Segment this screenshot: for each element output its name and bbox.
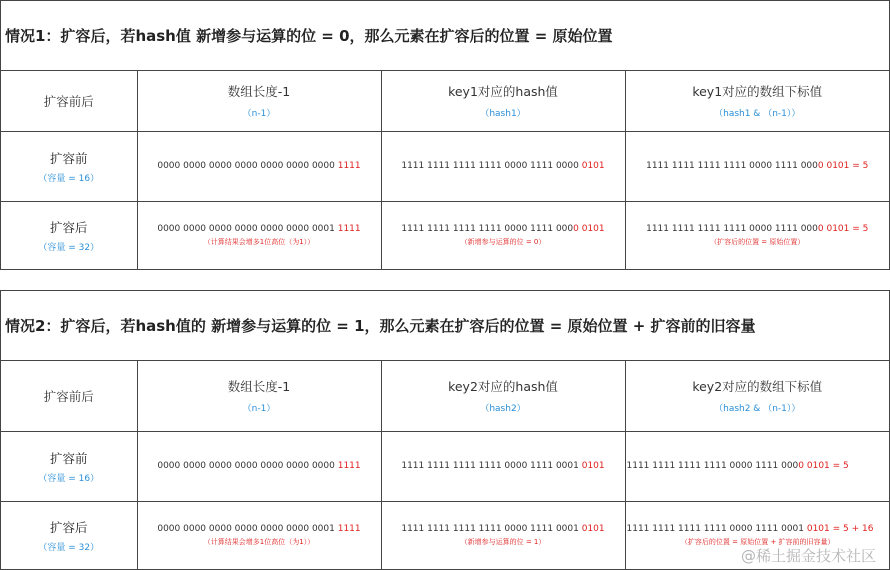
hash-cell: 1111 1111 1111 1111 0000 1111 0001 0101 bbox=[381, 431, 625, 501]
header-cell-mask: 数组长度-1 （n-1） bbox=[137, 361, 381, 431]
index-cell: 1111 1111 1111 1111 0000 1111 0000 0101 = 5 bbox=[625, 431, 889, 501]
table-row bbox=[1, 201, 889, 270]
header-cell-hash: key1对应的hash值 （hash1） bbox=[381, 71, 625, 131]
section-2-title: 情况2：扩容后，若hash值的 新增参与运算的位 = 1，那么元素在扩容后的位置 = 原始位置 + 扩容前的旧容量 bbox=[1, 291, 889, 361]
mask-cell: 0000 0000 0000 0000 0000 0000 0000 1111 bbox=[137, 131, 381, 201]
header-row bbox=[1, 71, 889, 131]
section-2-table bbox=[1, 361, 889, 569]
hash-cell: 1111 1111 1111 1111 0000 1111 0000 0101 bbox=[381, 131, 625, 201]
header-cell-phase: 扩容前后 bbox=[1, 361, 137, 431]
row-label-cell: 扩容后 （容量 = 32） bbox=[1, 501, 137, 569]
index-cell: 1111 1111 1111 1111 0000 1111 0000 0101 = 5 （扩容后的位置 = 原始位置） bbox=[625, 201, 889, 270]
row-label-cell: 扩容后 （容量 = 32） bbox=[1, 201, 137, 270]
mask-cell: 0000 0000 0000 0000 0000 0000 0001 1111 （计算结果会增多1位高位（为1）） bbox=[137, 201, 381, 270]
mask-cell: 0000 0000 0000 0000 0000 0000 0001 1111 （计算结果会增多1位高位（为1）） bbox=[137, 501, 381, 569]
row-label-cell: 扩容前 （容量 = 16） bbox=[1, 131, 137, 201]
table-row bbox=[1, 431, 889, 501]
section-1-table bbox=[1, 71, 889, 270]
header-cell-index: key2对应的数组下标值 （hash2 & （n-1）） bbox=[625, 361, 889, 431]
header-cell-mask: 数组长度-1 （n-1） bbox=[137, 71, 381, 131]
section-1 bbox=[0, 0, 890, 270]
header-cell-phase: 扩容前后 bbox=[1, 71, 137, 131]
header-cell-index: key1对应的数组下标值 （hash1 & （n-1）） bbox=[625, 71, 889, 131]
hash-cell: 1111 1111 1111 1111 0000 1111 0000 0101 （新增参与运算的位 = 0） bbox=[381, 201, 625, 270]
section-1-title: 情况1：扩容后，若hash值 新增参与运算的位 = 0，那么元素在扩容后的位置 = 原始位置 bbox=[1, 1, 889, 71]
header-row bbox=[1, 361, 889, 431]
header-cell-hash: key2对应的hash值 （hash2） bbox=[381, 361, 625, 431]
watermark: @稀土掘金技术社区 bbox=[740, 547, 876, 565]
index-cell: 1111 1111 1111 1111 0000 1111 0001 0101 = 5 + 16 （扩容后的位置 = 原始位置 + 扩容前的旧容量） bbox=[625, 501, 889, 569]
table-row bbox=[1, 131, 889, 201]
index-cell: 1111 1111 1111 1111 0000 1111 0000 0101 = 5 bbox=[625, 131, 889, 201]
section-2 bbox=[0, 290, 890, 570]
row-label-cell: 扩容前 （容量 = 16） bbox=[1, 431, 137, 501]
mask-cell: 0000 0000 0000 0000 0000 0000 0000 1111 bbox=[137, 431, 381, 501]
hash-cell: 1111 1111 1111 1111 0000 1111 0001 0101 （新增参与运算的位 = 1） bbox=[381, 501, 625, 569]
